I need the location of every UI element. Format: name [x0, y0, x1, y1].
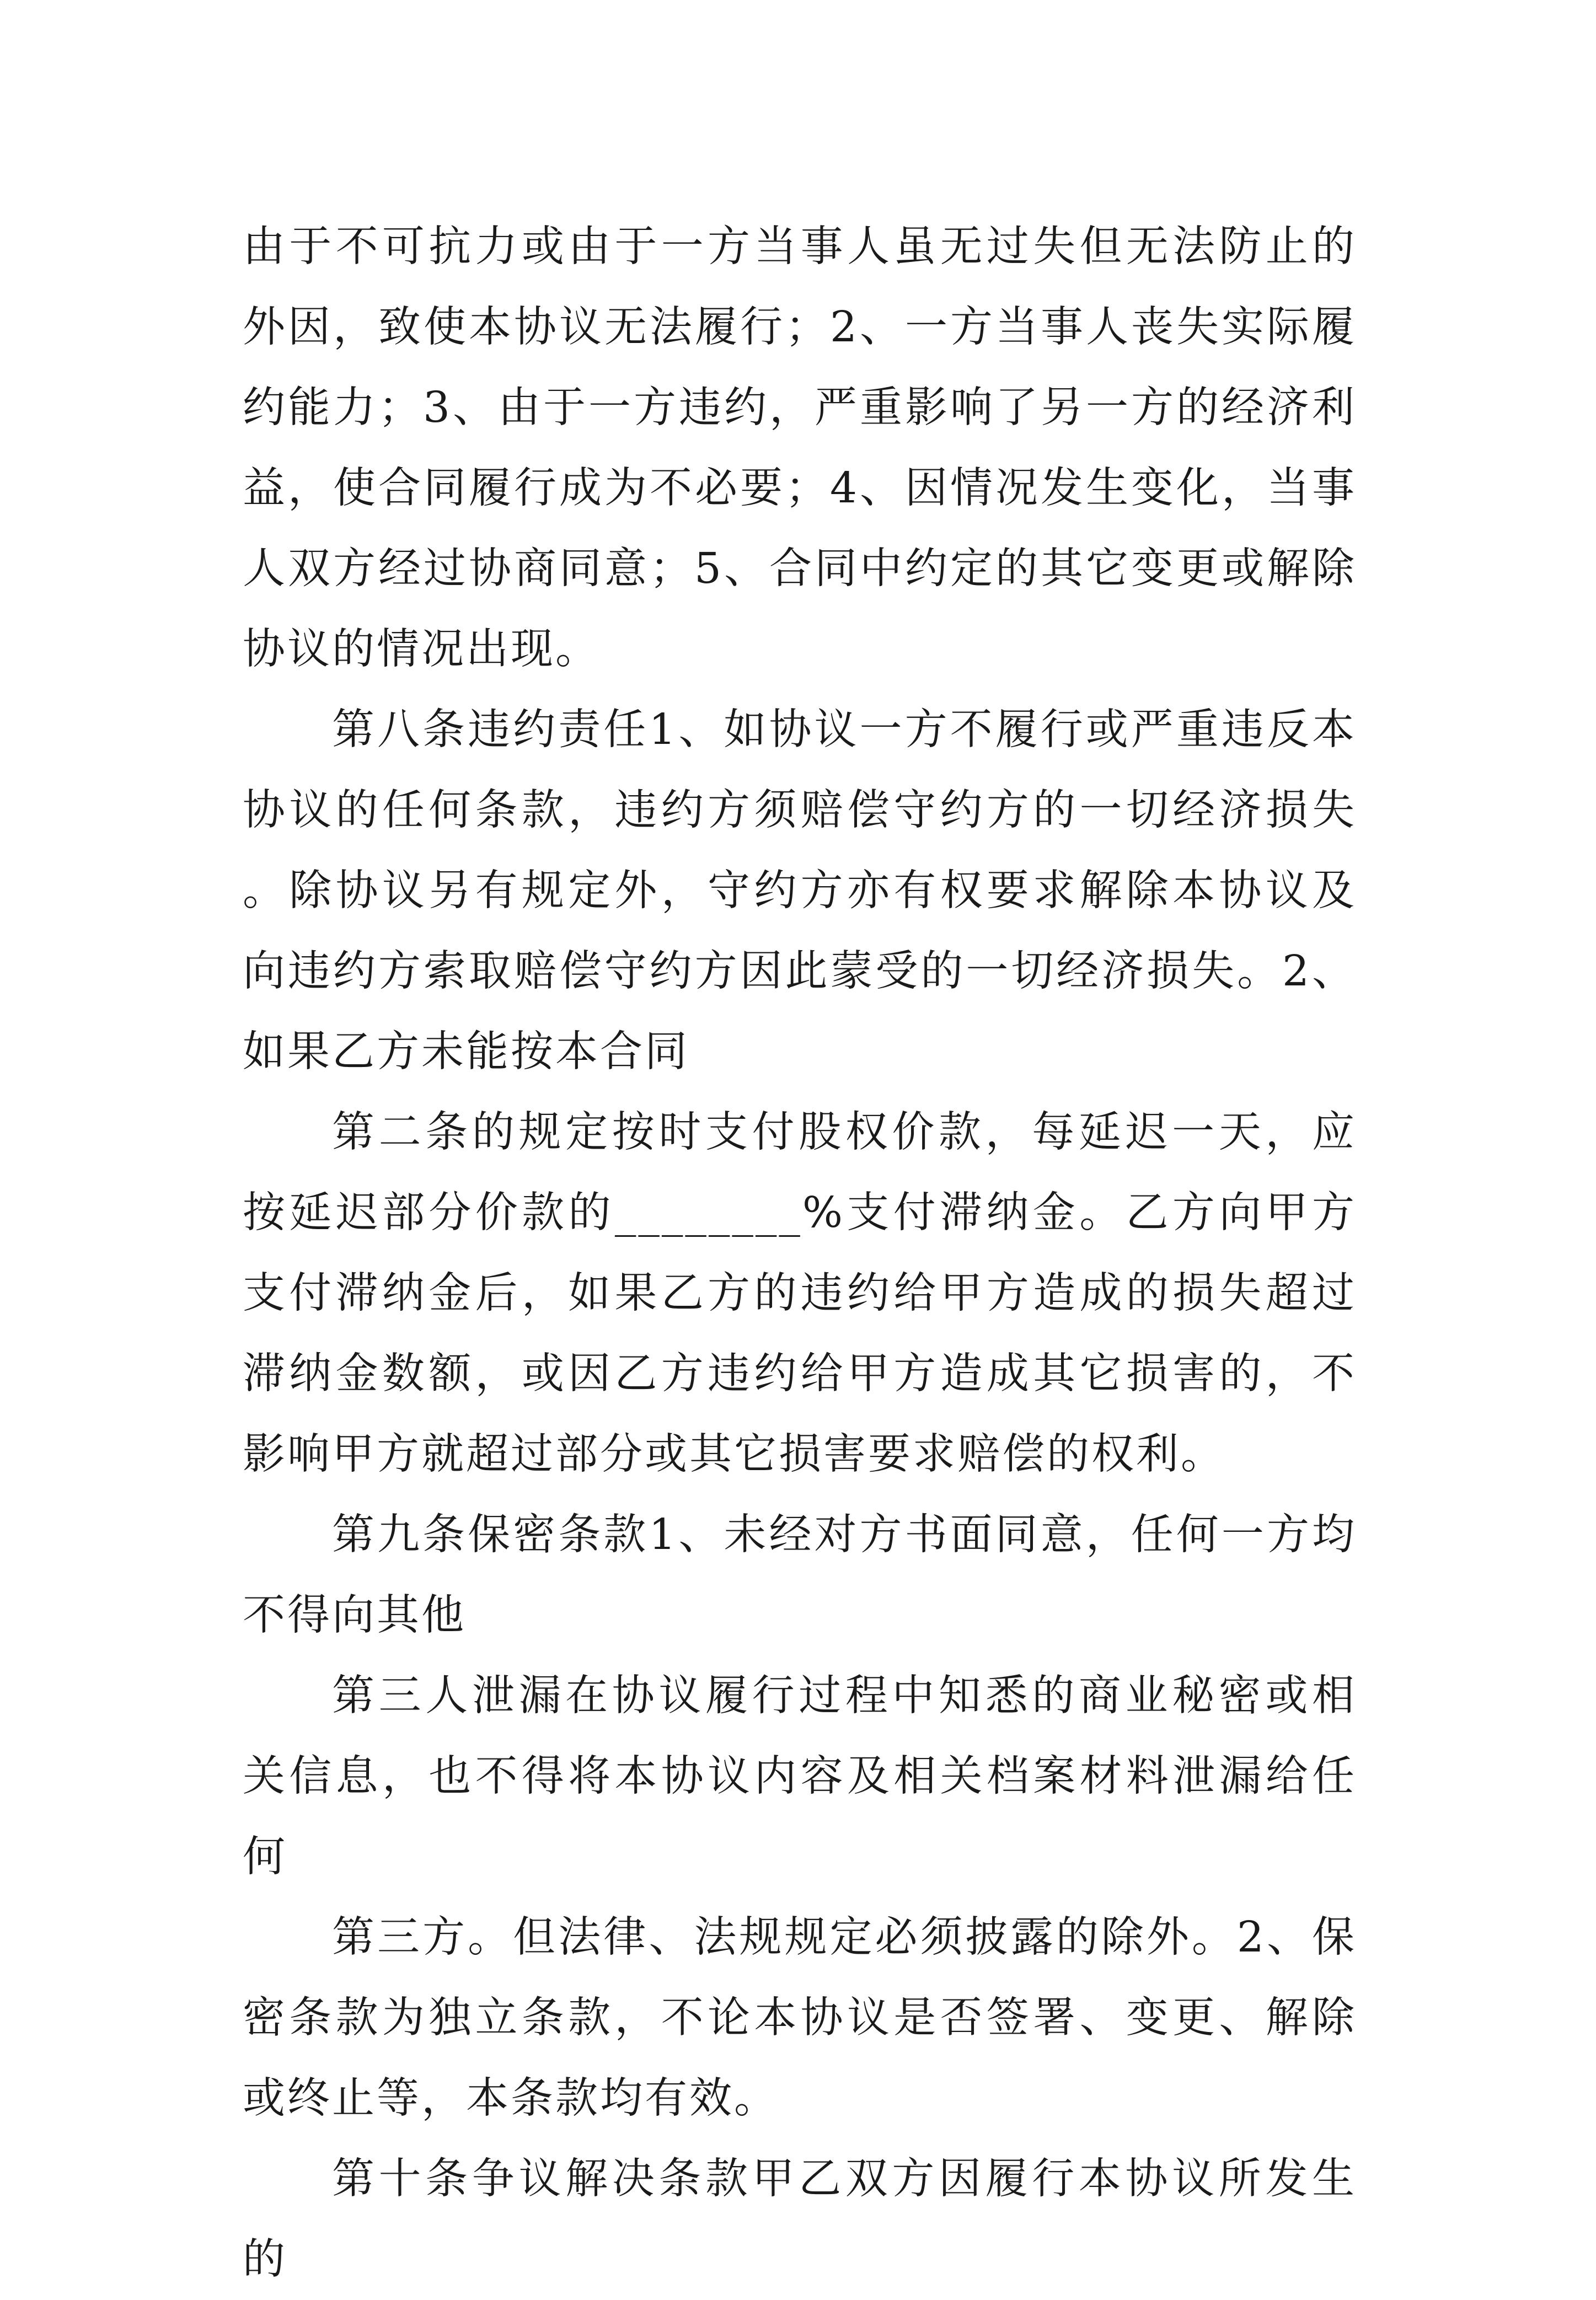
document-body	[243, 207, 1357, 2300]
paragraph-third-party-disclosure: 第三人泄漏在协议履行过程中知悉的商业秘密或相关信息，也不得将本协议内容及相关档案材料泄漏给任何	[243, 1671, 1357, 1881]
paragraph-late-payment: 第二条的规定按时支付股权价款，每延迟一天，应按延迟部分价款的________%支付滞纳金。乙方向甲方支付滞纳金后，如果乙方的违约给甲方造成的损失超过滞纳金数额，或因乙方违约给甲方造成其它损害的，不影响甲方就超过部分或其它损害要求赔偿的权利。	[243, 1108, 1357, 1479]
paragraph-termination-conditions: 由于不可抗力或由于一方当事人虽无过失但无法防止的外因，致使本协议无法履行；2、一方当事人丧失实际履约能力；3、由于一方违约，严重影响了另一方的经济利益，使合同履行成为不必要；4、因情况发生变化，当事人双方经过协商同意；5、合同中约定的其它变更或解除协议的情况出现。	[243, 222, 1357, 674]
paragraph-article-10-dispute: 第十条争议解决条款甲乙双方因履行本协议所发生的	[243, 2154, 1357, 2284]
paragraph-confidentiality-exception: 第三方。但法律、法规规定必须披露的除外。2、保密条款为独立条款，不论本协议是否签署、变更、解除或终止等，本条款均有效。	[243, 1913, 1357, 2123]
paragraph-article-9-confidentiality: 第九条保密条款1、未经对方书面同意，任何一方均不得向其他	[243, 1510, 1357, 1640]
paragraph-article-8-liability: 第八条违约责任1、如协议一方不履行或严重违反本协议的任何条款，违约方须赔偿守约方的一切经济损失。除协议另有规定外，守约方亦有权要求解除本协议及向违约方索取赔偿守约方因此蒙受的一切经济损失。2、如果乙方未能按本合同	[243, 705, 1357, 1076]
